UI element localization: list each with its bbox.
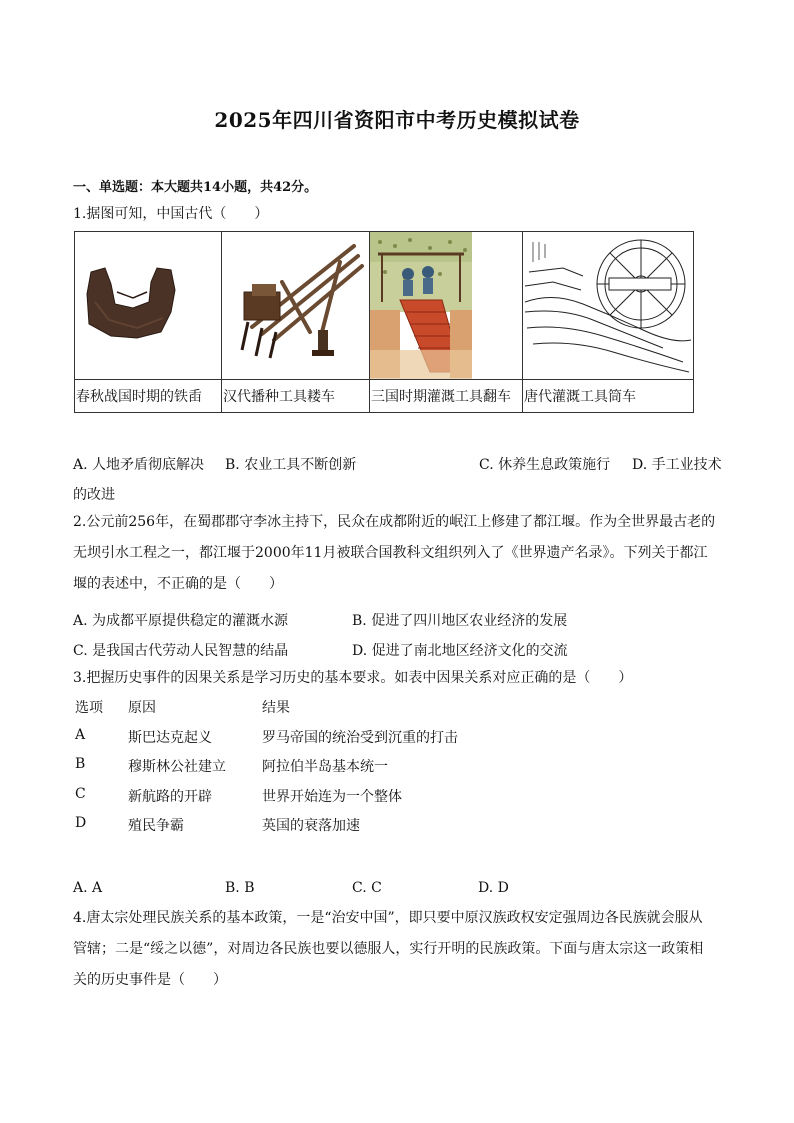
q3-row-a-result: 罗马帝国的统治受到沉重的打击 [262,730,458,746]
image-cell-2 [222,232,370,380]
q1-option-b[interactable]: B. 农业工具不断创新 [225,457,357,473]
question-4-line-1: 4.唐太宗处理民族关系的基本政策，一是“治安中国”，即只要中原汉族政权安定强周边各民族就会服从 [73,910,703,926]
square-pallet-chain-pump-image [370,232,522,379]
iron-spade-image [75,232,221,379]
question-4-line-2: 管辖；二是“绥之以德”，对周边各民族也要以德服人，实行开明的民族政策。下面与唐太宗这一政策相 [73,941,704,957]
q3-option-d[interactable]: D. D [478,880,509,896]
question-2-line-1: 2.公元前256年，在蜀郡郡守李冰主持下，民众在成都附近的岷江上修建了都江堰。作为全世界最古老的 [73,514,716,530]
q3-option-a[interactable]: A. A [73,880,103,896]
image-caption-4: 唐代灌溉工具筒车 [524,389,636,405]
q3-table-header-cause: 原因 [128,700,156,716]
q3-row-d-cause: 殖民争霸 [128,818,184,834]
caption-cell-4 [523,380,694,413]
image-cell-3 [370,232,523,380]
water-wheel-image [523,232,693,379]
page-title: 2025年四川省资阳市中考历史模拟试卷 [214,108,580,132]
q3-row-d-result: 英国的衰落加速 [262,818,360,834]
question-1-stem: 1.据图可知，中国古代（ ） [73,206,269,222]
seed-drill-image [222,232,369,379]
q2-option-a[interactable]: A. 为成都平原提供稳定的灌溉水源 [73,613,289,629]
question-1-image-table [74,231,694,413]
image-cell-4 [523,232,694,380]
q3-row-c-result: 世界开始连为一个整体 [262,789,402,805]
q3-row-c-cause: 新航路的开辟 [128,789,212,805]
q3-row-b-cause: 穆斯林公社建立 [128,759,226,775]
q3-row-d-option: D [75,815,87,831]
q2-option-b[interactable]: B. 促进了四川地区农业经济的发展 [352,613,568,629]
q3-row-a-cause: 斯巴达克起义 [128,730,212,746]
section-header: 一、单选题：本大题共14小题，共42分。 [73,180,318,195]
q3-option-c[interactable]: C. C [352,880,382,896]
q1-option-d-continued: 的改进 [73,487,115,503]
q3-option-b[interactable]: B. B [225,880,255,896]
q3-table-header-result: 结果 [262,700,290,716]
q3-row-c-option: C [75,786,86,802]
image-caption-1: 春秋战国时期的铁臿 [76,389,202,405]
q2-option-c[interactable]: C. 是我国古代劳动人民智慧的结晶 [73,643,289,659]
caption-cell-2 [222,380,370,413]
q3-table-header-option: 选项 [75,700,103,716]
q3-row-b-result: 阿拉伯半岛基本统一 [262,759,388,775]
q2-option-d[interactable]: D. 促进了南北地区经济文化的交流 [352,643,568,659]
caption-cell-3 [370,380,523,413]
q1-option-d[interactable]: D. 手工业技术 [632,457,722,473]
image-cell-1 [75,232,222,380]
question-4-line-3: 关的历史事件是（ ） [73,972,227,988]
caption-cell-1 [75,380,222,413]
question-2-line-3: 堰的表述中，不正确的是（ ） [73,576,283,592]
q3-row-b-option: B [75,756,86,772]
q3-row-a-option: A [75,727,86,743]
image-caption-2: 汉代播种工具耧车 [223,389,335,405]
question-2-line-2: 无坝引水工程之一，都江堰于2000年11月被联合国教科文组织列入了《世界遗产名录》。下列关于都江 [73,545,708,561]
image-caption-3: 三国时期灌溉工具翻车 [371,389,511,405]
q1-option-c[interactable]: C. 休养生息政策施行 [479,457,611,473]
q1-option-a[interactable]: A. 人地矛盾彻底解决 [73,457,205,473]
question-3-stem: 3.把握历史事件的因果关系是学习历史的基本要求。如表中因果关系对应正确的是（ ） [73,670,633,686]
